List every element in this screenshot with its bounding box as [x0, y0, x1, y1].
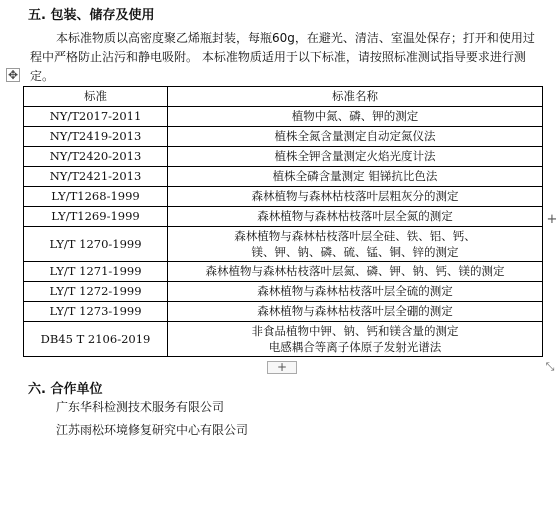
- table-row: [24, 322, 543, 357]
- standard-code: LY/T 1272-1999: [24, 282, 168, 302]
- standard-name: 植株全钾含量测定火焰光度计法: [168, 147, 543, 167]
- table-row: [24, 262, 543, 282]
- add-row-plus-icon[interactable]: +: [267, 361, 297, 374]
- standard-name: 森林植物与森林枯枝落叶层粗灰分的测定: [168, 187, 543, 207]
- standard-name: 森林植物与森林枯枝落叶层全硫的测定: [168, 282, 543, 302]
- standard-code: DB45 T 2106-2019: [24, 322, 168, 357]
- standard-code: LY/T1269-1999: [24, 207, 168, 227]
- standard-name-line-1: 非食品植物中钾、钠、钙和镁含量的测定: [251, 324, 459, 338]
- table-row: [24, 167, 543, 187]
- section-5-title: 五. 包装、储存及使用: [28, 8, 155, 23]
- table-resize-handle-icon[interactable]: ⤡: [545, 360, 555, 373]
- standards-table: [23, 86, 543, 357]
- table-row: [24, 187, 543, 207]
- partner-org-1: 广东华科检测技术服务有限公司: [56, 400, 225, 414]
- table-move-handle-icon[interactable]: ✥: [7, 68, 19, 82]
- table-row: [24, 282, 543, 302]
- section-6-title: 六. 合作单位: [28, 382, 103, 397]
- standard-name: 植株全氮含量测定自动定氮仪法: [168, 127, 543, 147]
- standard-code: LY/T 1273-1999: [24, 302, 168, 322]
- standard-name-cell: [168, 227, 543, 262]
- header-standard: 标准: [24, 87, 168, 107]
- table-row: [24, 302, 543, 322]
- standard-name-cell: [168, 322, 543, 357]
- standard-name: 森林植物与森林枯枝落叶层氮、磷、钾、钠、钙、镁的测定: [168, 262, 543, 282]
- standard-code: NY/T2420-2013: [24, 147, 168, 167]
- partner-org-2: 江苏雨松环境修复研究中心有限公司: [56, 423, 249, 437]
- add-column-plus-icon[interactable]: +: [546, 212, 558, 227]
- standard-name-line-2: 电感耦合等离子体原子发射光谱法: [268, 340, 442, 354]
- standard-name-line-2: 镁、钾、钠、磷、硫、锰、铜、锌的测定: [251, 245, 459, 259]
- table-row: [24, 147, 543, 167]
- table-header-row: [24, 87, 543, 107]
- standard-code: LY/T 1271-1999: [24, 262, 168, 282]
- standard-code: LY/T1268-1999: [24, 187, 168, 207]
- standard-name: 森林植物与森林枯枝落叶层全硼的测定: [168, 302, 543, 322]
- standard-name: 植株全磷含量测定 钼锑抗比色法: [168, 167, 543, 187]
- standard-code: NY/T2017-2011: [24, 107, 168, 127]
- standard-code: NY/T2419-2013: [24, 127, 168, 147]
- standard-code: NY/T2421-2013: [24, 167, 168, 187]
- header-standard-name: 标准名称: [168, 87, 543, 107]
- standard-name-line-1: 森林植物与森林枯枝落叶层全硅、铁、铝、钙、: [234, 229, 476, 243]
- table-row: [24, 207, 543, 227]
- usage-paragraph: 本标准物质以高密度聚乙烯瓶封装，每瓶60g，在避光、清洁、室温处保存；打开和使用过程中严格防止沾污和静电吸附。 本标准物质适用于以下标准，请按照标准测试指导要求进行测定。: [30, 31, 535, 83]
- table-row: [24, 127, 543, 147]
- table-row: [24, 107, 543, 127]
- standard-code: LY/T 1270-1999: [24, 227, 168, 262]
- standard-name: 植物中氮、磷、钾的测定: [168, 107, 543, 127]
- table-row: [24, 227, 543, 262]
- standard-name: 森林植物与森林枯枝落叶层全氮的测定: [168, 207, 543, 227]
